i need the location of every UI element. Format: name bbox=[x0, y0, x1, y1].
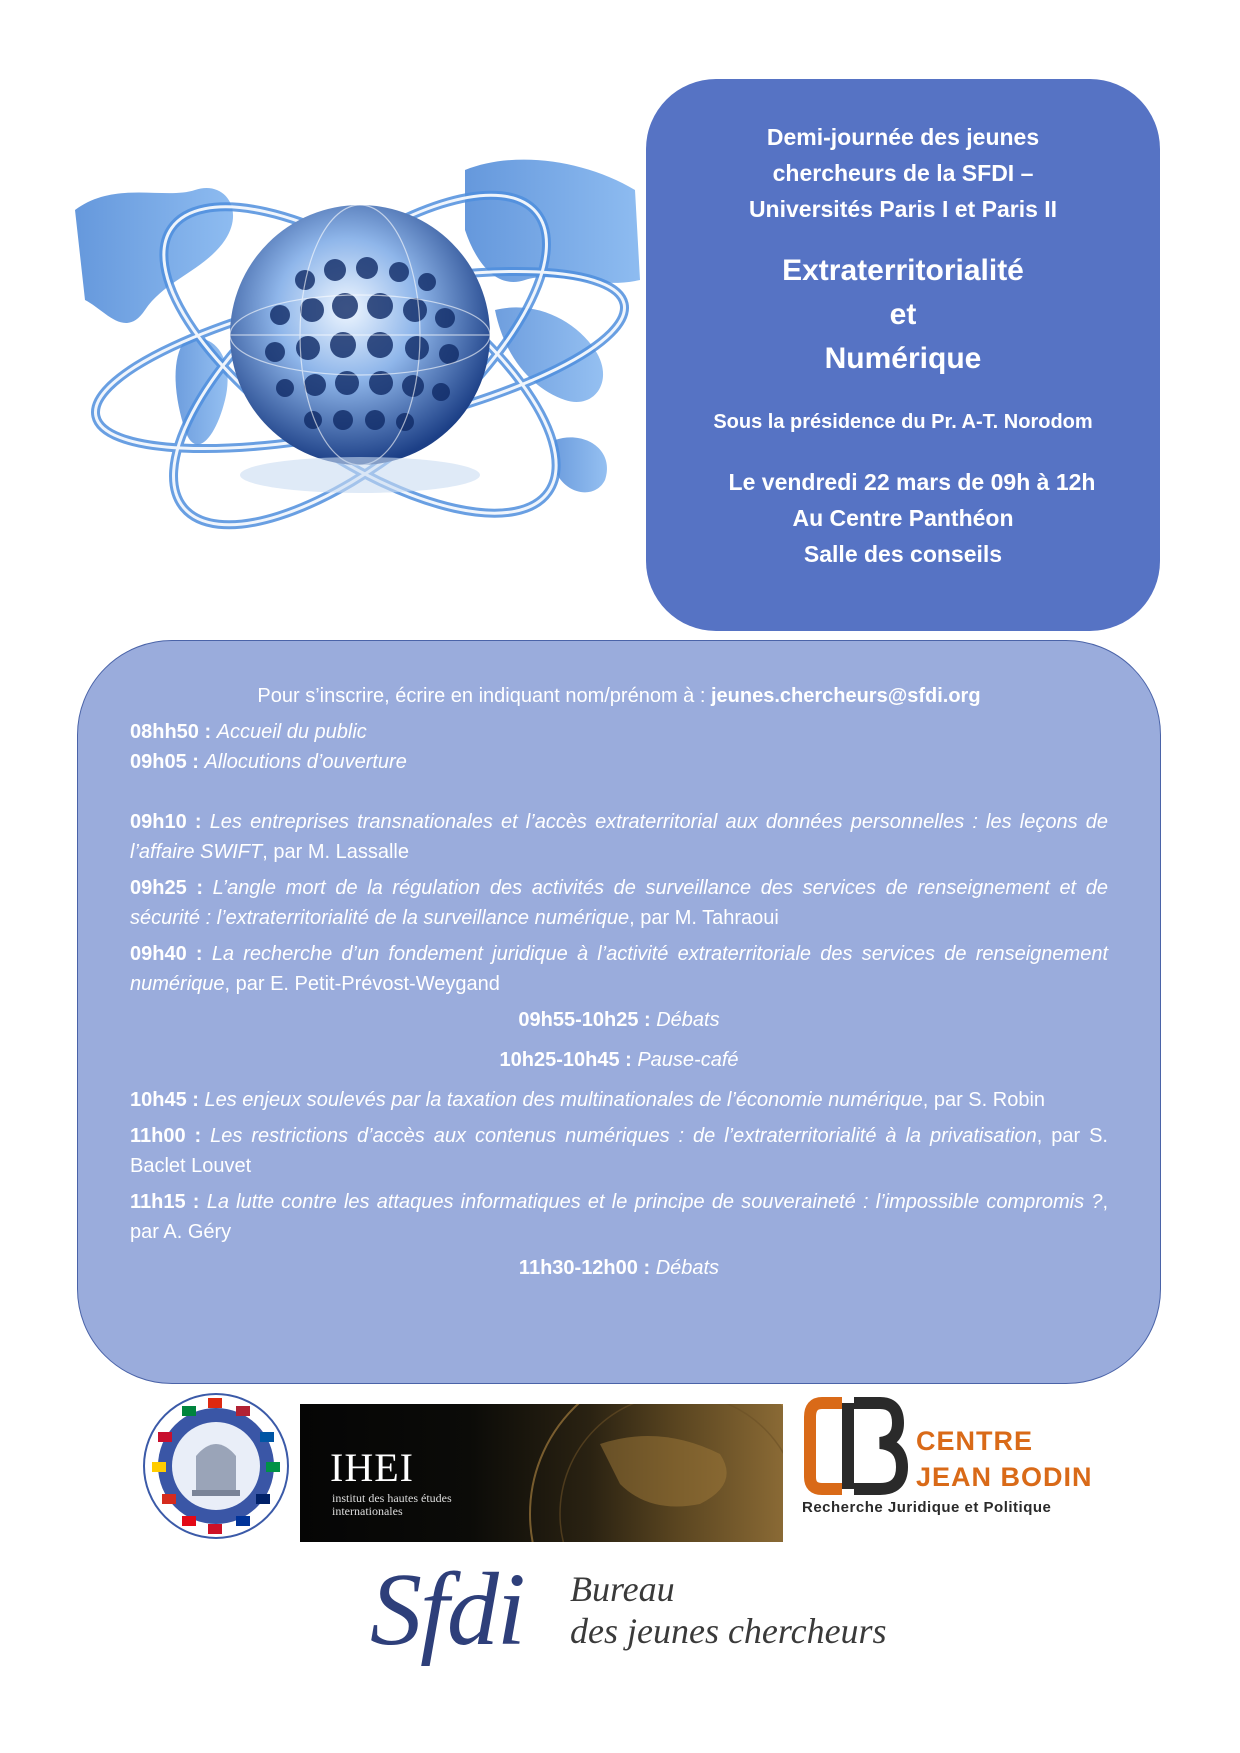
item-title: Les enjeux soulevés par la taxation des multinationales de l’économie numérique bbox=[204, 1089, 923, 1111]
event-line: Demi-journée des jeunes bbox=[766, 124, 1040, 150]
cjb-title-line: CENTRE bbox=[916, 1426, 1034, 1456]
location-line: Au Centre Panthéon bbox=[792, 505, 1014, 531]
presidency-text: Sous la présidence du Pr. A-T. Norodom bbox=[713, 411, 1093, 433]
item-time: 11h15 : bbox=[130, 1191, 200, 1213]
item-title: Les restrictions d’accès aux contenus numériques : de l’extraterritorialité à la privatisation bbox=[210, 1125, 1037, 1147]
title-line: Numérique bbox=[824, 342, 982, 375]
program-item bbox=[130, 747, 1108, 777]
ihei-logo bbox=[300, 1404, 783, 1542]
item-title: Débats bbox=[656, 1009, 720, 1031]
item-speaker: , par E. Petit-Prévost-Weygand bbox=[224, 973, 500, 995]
program-item-debate bbox=[130, 1005, 1108, 1035]
program-item bbox=[130, 807, 1108, 867]
program-item bbox=[130, 1121, 1108, 1181]
item-title: Les entreprises transnationales et l’accès extraterritorial aux données personnelles : les leçons de l’affaire SWIFT bbox=[130, 811, 1108, 863]
program-item-debate bbox=[130, 1253, 1108, 1283]
program-item bbox=[130, 873, 1108, 933]
item-speaker: , par M. Lassalle bbox=[262, 841, 409, 863]
program-item bbox=[130, 939, 1108, 999]
item-time: 09h40 : bbox=[130, 943, 203, 965]
event-line: Universités Paris I et Paris II bbox=[748, 196, 1058, 222]
event-line: chercheurs de la SFDI – bbox=[772, 160, 1034, 186]
event-header-box bbox=[646, 79, 1160, 631]
registration-instructions: Pour s’inscrire, écrire en indiquant nom/prénom à : bbox=[257, 685, 711, 707]
cjb-title bbox=[916, 1423, 1093, 1495]
item-speaker: , par M. Tahraoui bbox=[629, 907, 779, 929]
cjb-monogram-icon bbox=[802, 1395, 912, 1495]
date-location bbox=[646, 464, 1160, 572]
item-title: Pause-café bbox=[637, 1049, 739, 1071]
item-time: 10h25-10h45 : bbox=[499, 1049, 632, 1071]
room-line: Salle des conseils bbox=[803, 541, 1003, 567]
sfdi-wordmark: Sfdi bbox=[370, 1552, 524, 1667]
ihei-subtitle: institut des hautes études internationales bbox=[332, 1491, 452, 1518]
registration-text bbox=[130, 681, 1108, 711]
centre-jean-bodin-logo bbox=[800, 1395, 1100, 1525]
item-time: 08hh50 : bbox=[130, 721, 212, 743]
item-speaker: , par S. Robin bbox=[922, 1089, 1046, 1111]
event-title bbox=[646, 249, 1160, 381]
item-time: 09h10 : bbox=[130, 811, 202, 833]
item-time: 11h30-12h00 : bbox=[518, 1257, 651, 1279]
item-time: 09h25 : bbox=[130, 877, 204, 899]
registration-email[interactable]: jeunes.chercheurs@sfdi.org bbox=[710, 685, 981, 707]
item-time: 11h00 : bbox=[130, 1125, 202, 1147]
item-time: 09h05 : bbox=[130, 751, 199, 773]
item-title: Débats bbox=[655, 1257, 720, 1279]
globe-network-illustration bbox=[75, 110, 645, 590]
iredies-seal-logo bbox=[142, 1392, 290, 1540]
item-speaker: , par S. Baclet Louvet bbox=[130, 1125, 1108, 1177]
item-title: La recherche d’un fondement juridique à l’activité extraterritoriale des services de renseignement numérique bbox=[130, 943, 1109, 995]
title-line: Extraterritorialité bbox=[782, 254, 1024, 287]
item-title: La lutte contre les attaques informatiques et le principe de souveraineté : l’impossible compromis ? bbox=[206, 1191, 1103, 1213]
program-item bbox=[130, 717, 1108, 747]
item-time: 09h55-10h25 : bbox=[518, 1009, 651, 1031]
sfdi-line-1: Bureau bbox=[570, 1569, 675, 1609]
program-item-break bbox=[130, 1045, 1108, 1075]
item-title: Allocutions d’ouverture bbox=[204, 751, 407, 773]
sfdi-line-2: des jeunes chercheurs bbox=[570, 1611, 887, 1651]
item-title: Accueil du public bbox=[216, 721, 367, 743]
ihei-name: IHEI bbox=[330, 1445, 414, 1490]
cjb-subtitle: Recherche Juridique et Politique bbox=[802, 1499, 1052, 1516]
item-title: L’angle mort de la régulation des activités de surveillance des services de renseignement et de sécurité : l’extraterritorialité de la surveillance numérique bbox=[130, 877, 1108, 929]
cjb-title-line: JEAN BODIN bbox=[916, 1462, 1093, 1492]
sfdi-bureau-logo bbox=[370, 1548, 890, 1678]
item-speaker: , par A. Géry bbox=[130, 1191, 1109, 1243]
program-item bbox=[130, 1085, 1108, 1115]
title-line: et bbox=[889, 298, 917, 331]
date-line: Le vendredi 22 mars de 09h à 12h bbox=[728, 469, 1096, 495]
program-box bbox=[77, 640, 1161, 1384]
item-time: 10h45 : bbox=[130, 1089, 199, 1111]
program-item bbox=[130, 1187, 1108, 1247]
